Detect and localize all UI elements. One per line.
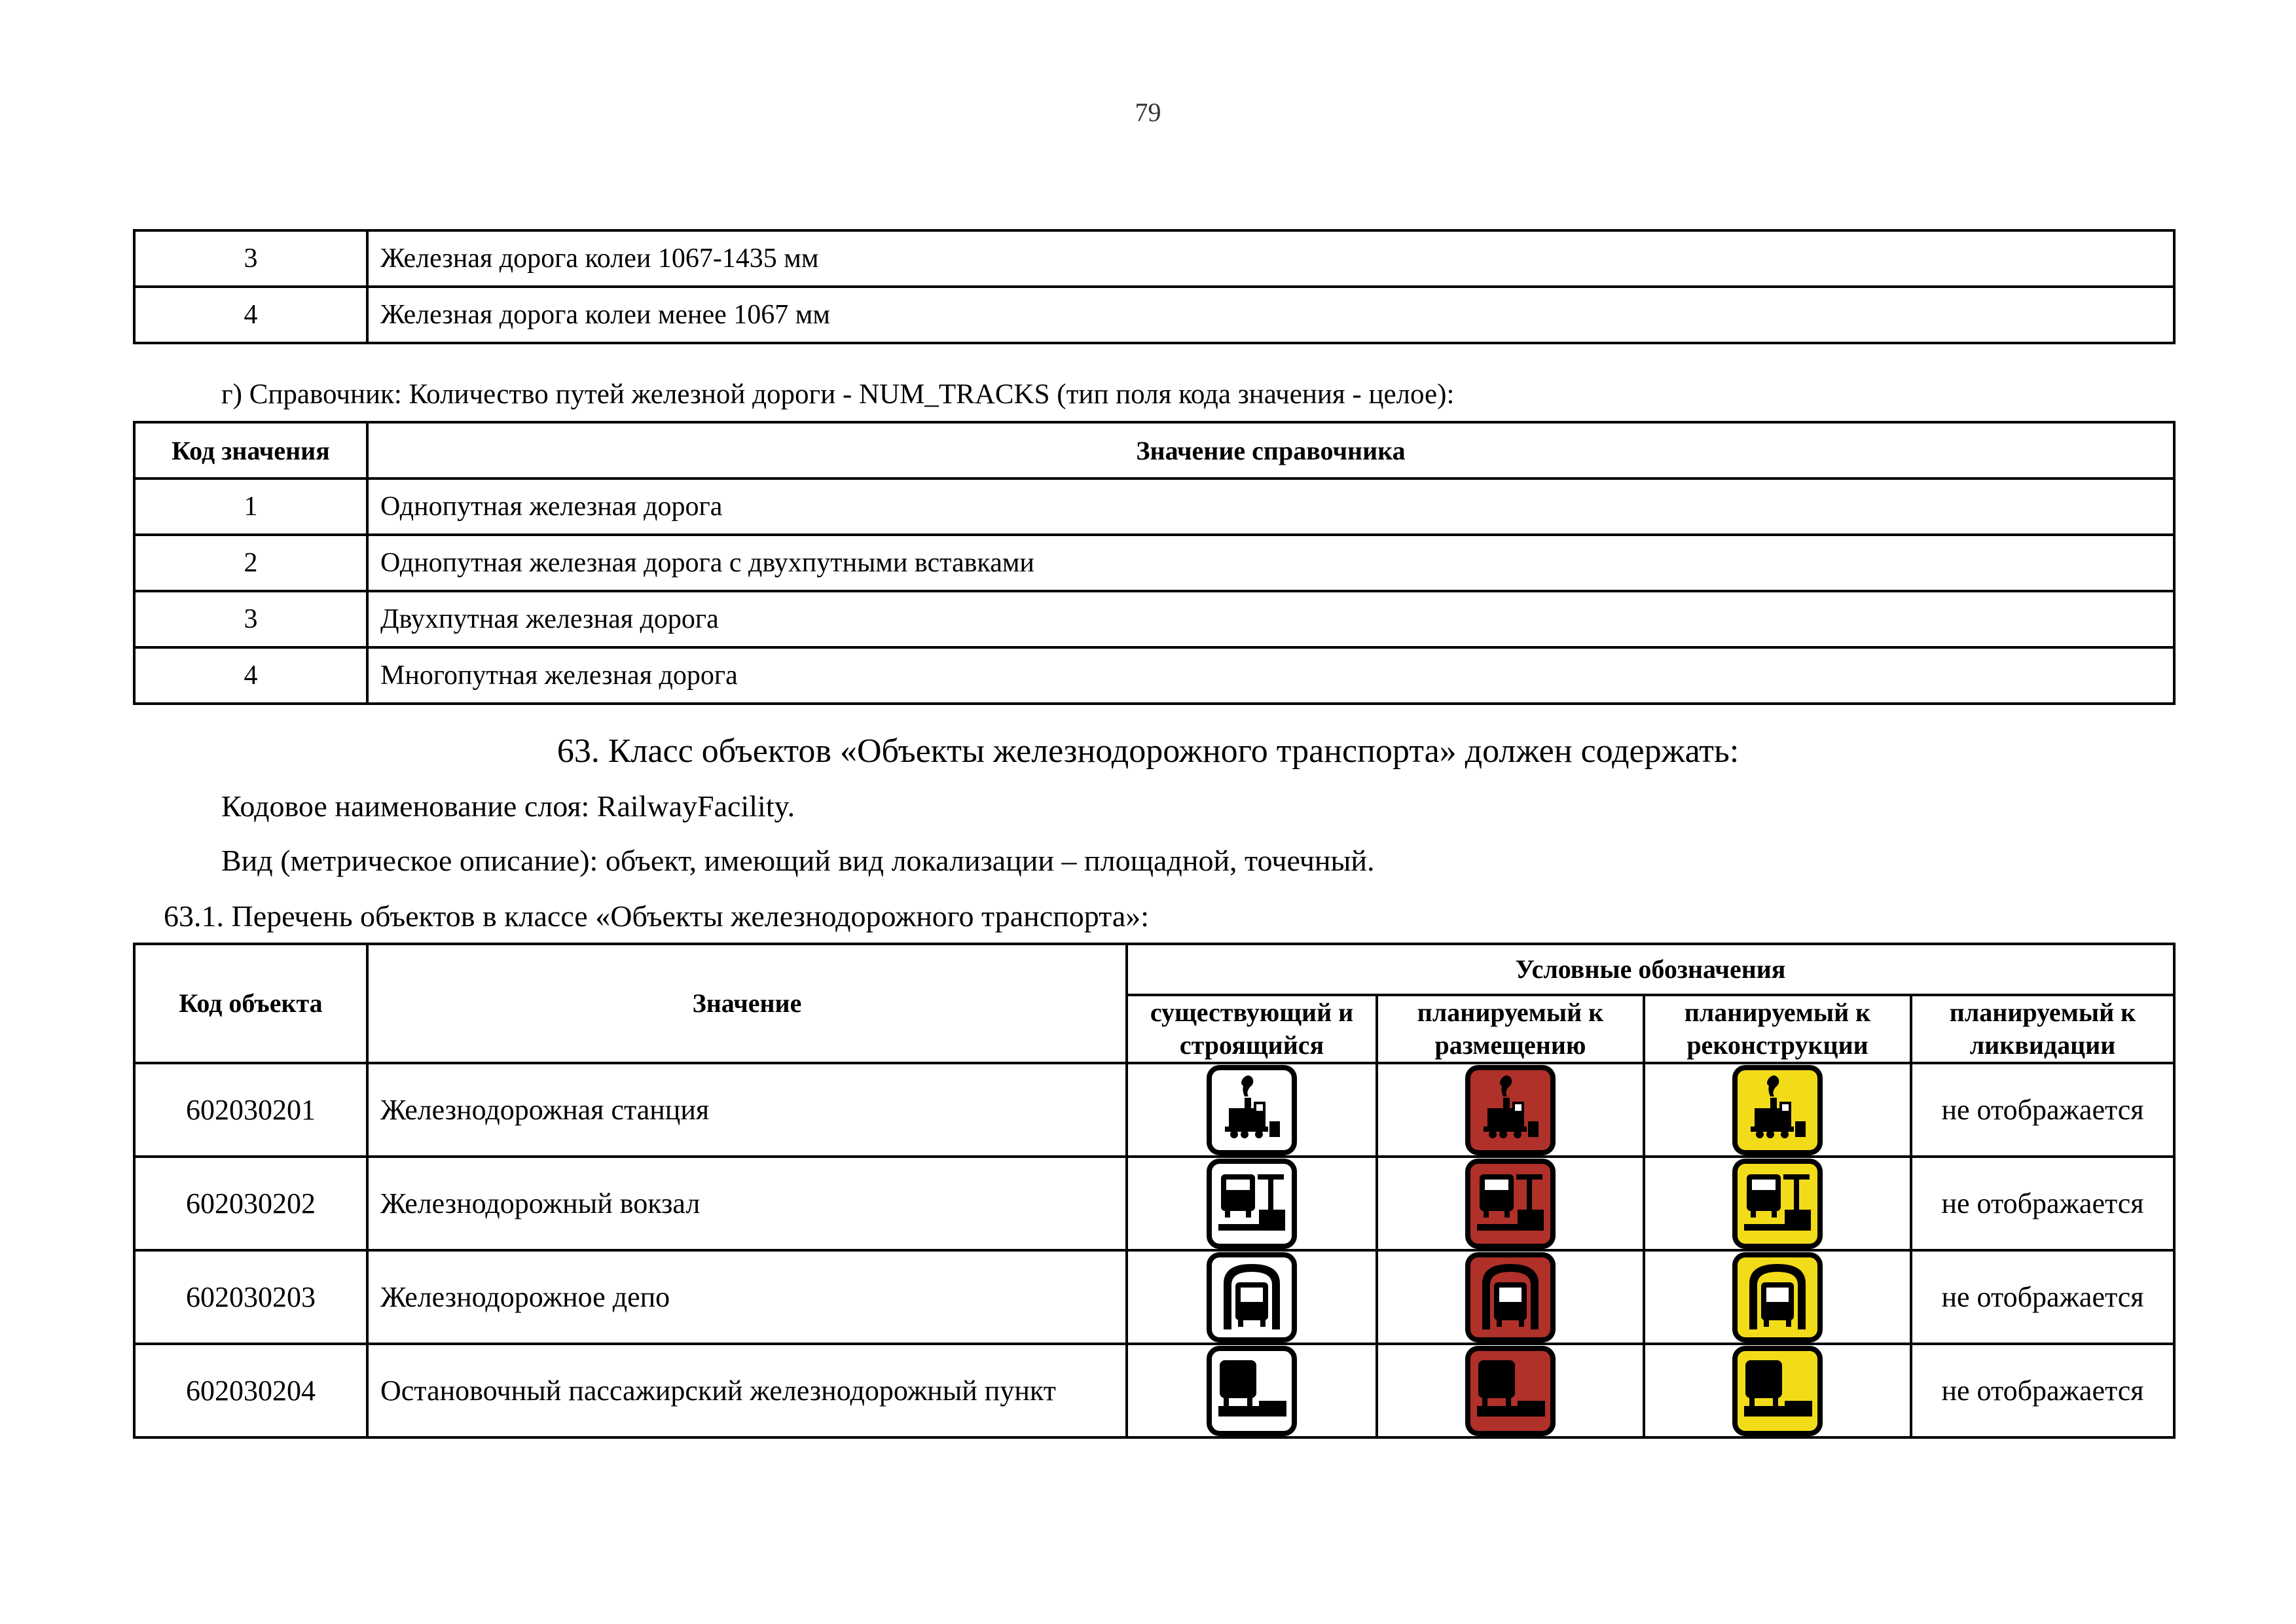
- locomotive-icon: [1732, 1065, 1823, 1155]
- stop-platform-icon: [1732, 1346, 1823, 1436]
- table-row: [134, 1344, 2174, 1437]
- depot-icon: [1465, 1252, 1556, 1343]
- header-object-code: Код объекта: [134, 944, 367, 1063]
- symbol-planned-place: [1377, 1344, 1644, 1437]
- layer-code-line: Кодовое наименование слоя: RailwayFacility.: [221, 789, 795, 823]
- table-row: [134, 591, 2174, 647]
- symbol-planned-recon: [1644, 1250, 1911, 1344]
- symbol-planned-recon: [1644, 1344, 1911, 1437]
- locomotive-icon: [1465, 1065, 1556, 1155]
- geometry-line: Вид (метрическое описание): объект, имеющий вид локализации – площадной, точечный.: [221, 844, 1375, 877]
- list-heading: 63.1. Перечень объектов в классе «Объекты железнодорожного транспорта»:: [164, 899, 1150, 933]
- tracks-table: [133, 421, 2176, 705]
- table-row: [134, 535, 2174, 591]
- code-cell: 3: [134, 230, 367, 287]
- value-cell: Однопутная железная дорога с двухпутными вставками: [367, 535, 2174, 591]
- symbol-existing: [1127, 1344, 1377, 1437]
- symbol-planned-place: [1377, 1157, 1644, 1250]
- symbol-existing: [1127, 1157, 1377, 1250]
- liquidation-cell: не отображается: [1911, 1063, 2174, 1157]
- code-cell: 3: [134, 591, 367, 647]
- table-row: [134, 478, 2174, 535]
- table-header-row: [134, 422, 2174, 478]
- symbol-existing: [1127, 1250, 1377, 1344]
- header-value: Значение: [367, 944, 1127, 1063]
- header-planned-liquid: планируемый к ликвидации: [1911, 995, 2174, 1063]
- table-row: [134, 230, 2174, 287]
- value-cell: Железнодорожный вокзал: [367, 1157, 1127, 1250]
- page-number: 79: [1135, 98, 1161, 127]
- code-cell: 602030201: [134, 1063, 367, 1157]
- stop-platform-icon: [1465, 1346, 1556, 1436]
- table-header-row: [134, 944, 2174, 995]
- code-cell: 4: [134, 647, 367, 704]
- header-code: Код значения: [134, 422, 367, 478]
- objects-table: [133, 943, 2176, 1439]
- symbol-planned-recon: [1644, 1063, 1911, 1157]
- symbol-planned-place: [1377, 1063, 1644, 1157]
- value-cell: Двухпутная железная дорога: [367, 591, 2174, 647]
- value-cell: Остановочный пассажирский железнодорожный пункт: [367, 1344, 1127, 1437]
- code-cell: 2: [134, 535, 367, 591]
- table-row: [134, 287, 2174, 343]
- value-cell: Железная дорога колеи менее 1067 мм: [367, 287, 2174, 343]
- value-cell: Железнодорожная станция: [367, 1063, 1127, 1157]
- code-cell: 602030203: [134, 1250, 367, 1344]
- table-row: [134, 1157, 2174, 1250]
- liquidation-cell: не отображается: [1911, 1344, 2174, 1437]
- station-building-icon: [1465, 1159, 1556, 1249]
- table-row: [134, 1063, 2174, 1157]
- header-symbols: Условные обозначения: [1127, 944, 2174, 995]
- tracks-caption: г) Справочник: Количество путей железной дороги - NUM_TRACKS (тип поля кода значения - целое):: [221, 379, 1455, 410]
- liquidation-cell: не отображается: [1911, 1250, 2174, 1344]
- header-planned-recon: планируемый к реконструкции: [1644, 995, 1911, 1063]
- code-cell: 602030204: [134, 1344, 367, 1437]
- depot-icon: [1732, 1252, 1823, 1343]
- symbol-planned-place: [1377, 1250, 1644, 1344]
- code-cell: 4: [134, 287, 367, 343]
- liquidation-cell: не отображается: [1911, 1157, 2174, 1250]
- station-building-icon: [1732, 1159, 1823, 1249]
- depot-icon: [1207, 1252, 1297, 1343]
- code-cell: 602030202: [134, 1157, 367, 1250]
- value-cell: Многопутная железная дорога: [367, 647, 2174, 704]
- header-value: Значение справочника: [367, 422, 2174, 478]
- value-cell: Однопутная железная дорога: [367, 478, 2174, 535]
- symbol-existing: [1127, 1063, 1377, 1157]
- locomotive-icon: [1207, 1065, 1297, 1155]
- value-cell: Железная дорога колеи 1067-1435 мм: [367, 230, 2174, 287]
- station-building-icon: [1207, 1159, 1297, 1249]
- section-heading: 63. Класс объектов «Объекты железнодорожного транспорта» должен содержать:: [556, 732, 1740, 770]
- stop-platform-icon: [1207, 1346, 1297, 1436]
- code-cell: 1: [134, 478, 367, 535]
- header-planned-place: планируемый к размещению: [1377, 995, 1644, 1063]
- value-cell: Железнодорожное депо: [367, 1250, 1127, 1344]
- table-row: [134, 1250, 2174, 1344]
- symbol-planned-recon: [1644, 1157, 1911, 1250]
- gauge-table: [133, 229, 2176, 344]
- table-row: [134, 647, 2174, 704]
- header-existing: существующий и строящийся: [1127, 995, 1377, 1063]
